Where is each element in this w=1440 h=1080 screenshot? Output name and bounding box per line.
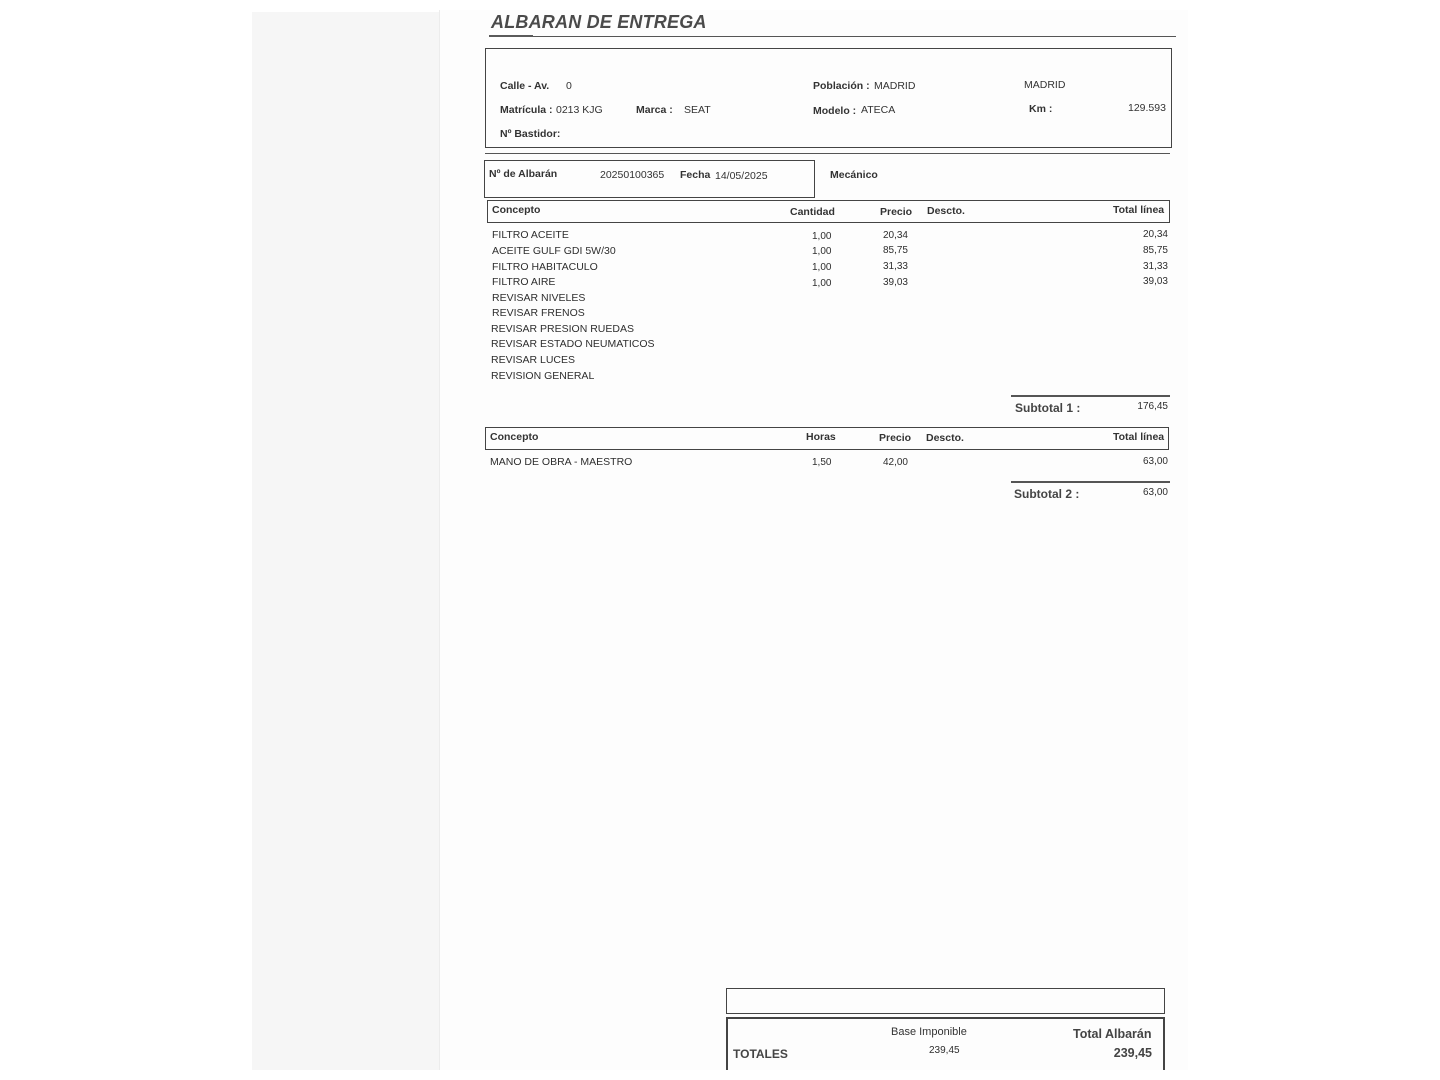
totals-right-rule: [1163, 1017, 1165, 1070]
poblacion-label: Población :: [813, 80, 870, 92]
table-row: MANO DE OBRA - MAESTRO: [490, 456, 633, 468]
table-row: REVISAR NIVELES: [492, 292, 586, 304]
row-horas: 1,50: [812, 457, 832, 468]
parts-header-total: Total línea: [1113, 204, 1165, 216]
row-precio: 39,03: [882, 277, 908, 288]
document-title: ALBARAN DE ENTREGA: [491, 12, 707, 32]
subtotal2-rule: [1011, 481, 1170, 483]
table-row: REVISAR FRENOS: [492, 307, 585, 319]
labor-header-concepto: Concepto: [490, 431, 539, 443]
row-total: 85,75: [1142, 245, 1168, 256]
table-row: REVISAR PRESION RUEDAS: [491, 323, 634, 335]
albaran-number-value: 20250100365: [600, 169, 665, 181]
row-precio: 85,75: [882, 245, 908, 256]
matricula-value: 0213 KJG: [556, 104, 603, 116]
parts-header-precio: Precio: [880, 206, 913, 218]
km-label: Km :: [1029, 103, 1053, 115]
row-precio: 42,00: [882, 457, 908, 468]
vehicle-info-box: [485, 48, 1172, 148]
table-row: REVISAR LUCES: [491, 354, 576, 366]
title-underline: [489, 35, 533, 37]
marca-label: Marca :: [636, 104, 673, 116]
matricula-label: Matrícula :: [500, 104, 553, 116]
labor-header-horas: Horas: [806, 431, 836, 443]
parts-header-cantidad: Cantidad: [790, 206, 835, 218]
modelo-value: ATECA: [861, 104, 896, 116]
subtotal2-label: Subtotal 2 :: [1014, 487, 1080, 501]
poblacion-value: MADRID: [874, 80, 916, 92]
table-row: ACEITE GULF GDI 5W/30: [492, 245, 616, 257]
row-total: 20,34: [1142, 229, 1168, 240]
row-total: 31,33: [1142, 261, 1168, 272]
km-value: 129.593: [1128, 102, 1166, 114]
row-cantidad: 1,00: [812, 231, 832, 242]
marca-value: SEAT: [684, 104, 711, 116]
parts-header-concepto: Concepto: [492, 204, 541, 216]
table-row: REVISAR ESTADO NEUMATICOS: [491, 338, 655, 350]
row-cantidad: 1,00: [812, 262, 832, 273]
labor-header-precio: Precio: [879, 432, 912, 444]
row-total: 39,03: [1142, 276, 1168, 287]
row-cantidad: 1,00: [812, 278, 832, 289]
table-row: REVISION GENERAL: [491, 370, 595, 382]
paper-back-sheet: [252, 12, 442, 1070]
observations-box: [726, 988, 1165, 1014]
row-cantidad: 1,00: [812, 246, 832, 257]
fecha-label: Fecha: [680, 169, 711, 181]
table-row: FILTRO ACEITE: [492, 229, 569, 241]
totales-label: TOTALES: [733, 1047, 788, 1061]
base-imponible-value: 239,45: [929, 1045, 960, 1056]
calle-label: Calle - Av.: [500, 80, 550, 92]
subtotal1-rule: [1011, 395, 1170, 397]
totals-top-rule: [726, 1017, 1165, 1019]
modelo-label: Modelo :: [813, 105, 857, 117]
row-total: 63,00: [1142, 456, 1168, 467]
title-rule: [533, 36, 1176, 37]
albaran-number-label: Nº de Albarán: [489, 168, 558, 180]
totals-left-rule: [726, 1017, 728, 1070]
subtotal2-value: 63,00: [1142, 487, 1168, 498]
subtotal1-label: Subtotal 1 :: [1015, 401, 1081, 415]
total-albaran-label: Total Albarán: [1073, 1027, 1152, 1041]
info-rule: [485, 153, 1170, 154]
row-precio: 31,33: [882, 261, 908, 272]
table-row: FILTRO HABITACULO: [492, 261, 598, 273]
bastidor-label: Nº Bastidor:: [500, 128, 561, 140]
row-precio: 20,34: [882, 230, 908, 241]
table-row: FILTRO AIRE: [492, 276, 556, 288]
fecha-value: 14/05/2025: [715, 170, 768, 182]
total-albaran-value: 239,45: [1113, 1046, 1152, 1060]
labor-header-descto: Descto.: [926, 432, 964, 444]
base-imponible-label: Base Imponible: [891, 1026, 967, 1038]
subtotal1-value: 176,45: [1137, 401, 1168, 412]
provincia-value: MADRID: [1024, 79, 1066, 91]
calle-value: 0: [566, 80, 572, 92]
labor-header-total: Total línea: [1113, 431, 1165, 443]
mecanico-label: Mecánico: [830, 169, 878, 181]
parts-header-descto: Descto.: [927, 205, 965, 217]
